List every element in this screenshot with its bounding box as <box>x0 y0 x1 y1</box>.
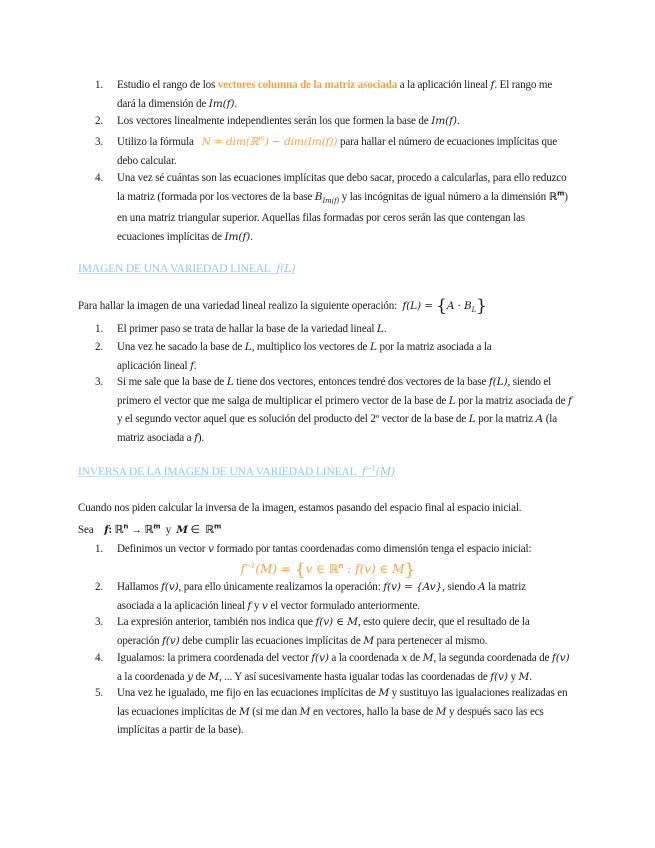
paragraph: Para hallar la imagen de una variedad lineal realizo la siguiente operación: $f(L) = \{A \cdot B_L\}$ <box>78 296 487 316</box>
dimension-formula: N = dim(ℝ$^m$) − dim(Im(f)) <box>201 134 338 148</box>
list-number: 4. <box>95 652 104 664</box>
sea-statement: Sea f: ℝ$^n$ → ℝ$^m$ y M ∈ ℝ$^m$ <box>78 522 222 536</box>
list-number: 1. <box>95 323 104 335</box>
list-item: 2. Hallamos f(v), para ello únicamente realizamos la operación: f(v) = {Av}, siendo A la matriz asociada a la aplicación lineal f y v el vector formulado anteriormente. <box>78 578 572 615</box>
list-item: 5. Una vez he igualado, me fijo en las ecuaciones implícitas de M y sustituyo las igualaciones realizadas en las ecuaciones implícitas de M (si me dan M en vectores, hallo la base de M y después saco las ecs implícitas a partir de la base). <box>78 684 572 740</box>
list-number: 1. <box>95 543 104 555</box>
list-item: 1. Definimos un vector v formado por tantas coordenadas como dimensión tenga el espacio inicial: <box>78 540 572 559</box>
inverse-image-formula: $f^{-1}(M) = \{v$ ∈ ℝ$^n$ : f(v) ∈ M} <box>240 560 416 580</box>
paragraph: Cuando nos piden calcular la inversa de la imagen, estamos pasando del espacio final al espacio inicial. <box>78 502 522 514</box>
list-number: 4. <box>95 172 104 184</box>
list-item: 4. Igualamos: la primera coordenada del vector f(v) a la coordenada x de M, la segunda coordenada de f(v) a la coordenada y de M, ... Y así sucesivamente hasta igualar todas las coordenadas de f(v) y M. <box>78 649 572 686</box>
highlight-text: vectores columna de la matriz asociada <box>217 79 398 91</box>
list-item: 3. La expresión anterior, también nos indica que f(v) ∈ M, esto quiere decir, que el resultado de la operación f(v) debe cumplir las ecuaciones implícitas de M para pertenecer al mismo. <box>78 613 572 650</box>
section-heading: IMAGEN DE UNA VARIEDAD LINEAL f(L) <box>78 262 296 275</box>
section-heading: INVERSA DE LA IMAGEN DE UNA VARIEDAD LINEAL $f^{-1}(M)$ <box>78 464 396 478</box>
list-number: 3. <box>95 136 104 148</box>
list-item: 2. Los vectores linealmente independientes serán los que formen la base de Im(f). <box>78 112 572 131</box>
list-number: 2. <box>95 581 104 593</box>
list-number: 3. <box>95 616 104 628</box>
list-number: 5. <box>95 687 104 699</box>
list-number: 3. <box>95 376 104 388</box>
list-item: 1. El primer paso se trata de hallar la base de la variedad lineal L. <box>78 320 572 339</box>
list-item: 3. Si me sale que la base de L tiene dos vectores, entonces tendré dos vectores de la base f(L), siendo el primero el vector que me salga de multiplicar el primero vector de la base de L por la matriz asociada de f y el segundo vector aquel que es solución del producto del 2º vector de la base de L por la matriz A (la matriz asociada a f). <box>78 373 572 447</box>
list-item: 4. Una vez sé cuántas son las ecuaciones implícitas que debo sacar, procedo a calcularlas, para ello reduzco la matriz (formada por los vectores de la base $B_{Im(f)}$ y las incógnitas de igual número a la dimensión ℝ$^m$) en una matriz triangular superior. Aquellas filas formadas por ceros serán las que contengan las ecuaciones implícitas de Im(f). <box>78 169 572 246</box>
list-item: 3. Utilizo la fórmula N = dim(ℝ$^m$) − dim(Im(f)) para hallar el número de ecuaciones implícitas que debo calcular. <box>95 134 558 167</box>
list-number: 2. <box>95 341 104 353</box>
list-number: 2. <box>95 115 104 127</box>
list-item: 2. Una vez he sacado la base de L, multiplico los vectores de L por la matriz asociada a la aplicación lineal f. <box>78 338 572 375</box>
list-number: 1. <box>95 79 104 91</box>
list-item: 1. Estudio el rango de los vectores columna de la matriz asociada a la aplicación lineal f. El rango me dará la dimensión de Im(f). <box>78 76 572 113</box>
